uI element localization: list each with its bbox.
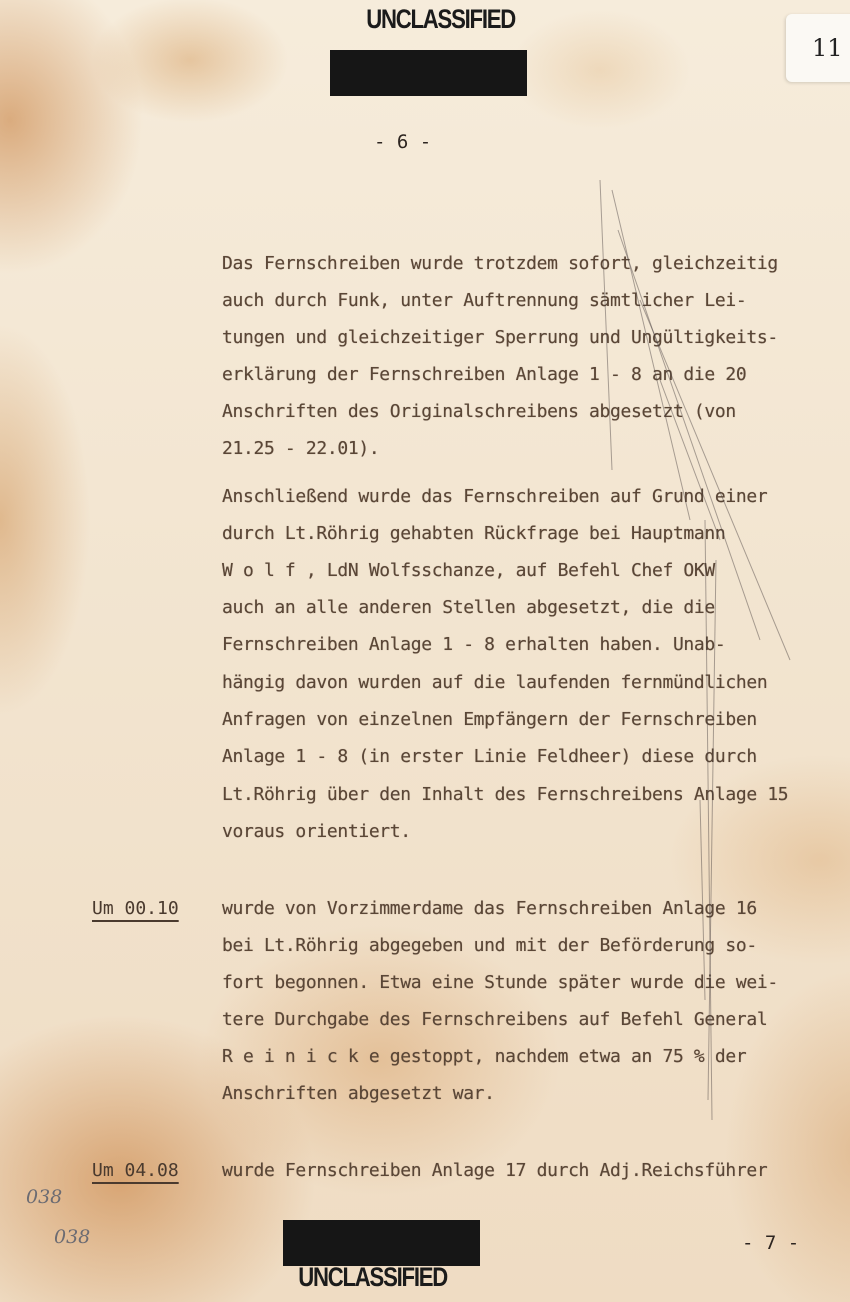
text-line: Fernschreiben Anlage 1 - 8 erhalten haben. Unab- bbox=[222, 634, 726, 655]
pencil-stroke bbox=[612, 190, 690, 520]
pencil-stroke bbox=[708, 560, 716, 1100]
text-line: wurde von Vorzimmerdame das Fernschreiben Anlage 16 bbox=[222, 898, 757, 919]
text-line: durch Lt.Röhrig gehabten Rückfrage bei Hauptmann bbox=[222, 523, 726, 544]
classification-header: UNCLASSIFIED bbox=[366, 4, 516, 34]
text-line: Anlage 1 - 8 (in erster Linie Feldheer) diese durch bbox=[222, 746, 757, 767]
text-line: Anschriften des Originalschreibens abgesetzt (von bbox=[222, 401, 736, 422]
text-line: Lt.Röhrig über den Inhalt des Fernschreibens Anlage 15 bbox=[222, 784, 789, 805]
handwritten-note-1: 038 bbox=[26, 1186, 63, 1208]
text-line: Anfragen von einzelnen Empfängern der Fernschreiben bbox=[222, 709, 757, 730]
text-line: erklärung der Fernschreiben Anlage 1 - 8 an die 20 bbox=[222, 364, 747, 385]
pencil-stroke bbox=[705, 520, 712, 1120]
text-line: Anschriften abgesetzt war. bbox=[222, 1083, 495, 1104]
classification-footer: UNCLASSIFIED bbox=[298, 1262, 448, 1292]
text-line: hängig davon wurden auf die laufenden fernmündlichen bbox=[222, 672, 768, 693]
pencil-stroke bbox=[700, 800, 705, 1000]
pencil-stroke bbox=[618, 230, 760, 640]
text-line: Anschließend wurde das Fernschreiben auf Grund einer bbox=[222, 486, 768, 507]
text-line: voraus orientiert. bbox=[222, 821, 411, 842]
text-line: fort begonnen. Etwa eine Stunde später wurde die wei- bbox=[222, 972, 778, 993]
page-number-top: - 6 - bbox=[374, 131, 432, 153]
page-number-bottom: - 7 - bbox=[742, 1232, 800, 1254]
pencil-stroke bbox=[660, 380, 720, 540]
text-line: tere Durchgabe des Fernschreibens auf Befehl General bbox=[222, 1009, 768, 1030]
text-line: R e i n i c k e gestoppt, nachdem etwa an 75 % der bbox=[222, 1046, 747, 1067]
text-line: Das Fernschreiben wurde trotzdem sofort, gleichzeitig bbox=[222, 253, 778, 274]
text-line: auch an alle anderen Stellen abgesetzt, die die bbox=[222, 597, 715, 618]
text-line: bei Lt.Röhrig abgegeben und mit der Beförderung so- bbox=[222, 935, 757, 956]
text-line: auch durch Funk, unter Auftrennung sämtlicher Lei- bbox=[222, 290, 747, 311]
timestamp-0408: Um 04.08 bbox=[92, 1160, 179, 1181]
text-line: 21.25 - 22.01). bbox=[222, 438, 380, 459]
text-line: W o l f , LdN Wolfsschanze, auf Befehl Chef OKW bbox=[222, 560, 715, 581]
handwritten-note-2: 038 bbox=[54, 1226, 91, 1248]
pencil-stroke bbox=[600, 180, 612, 470]
timestamp-0010: Um 00.10 bbox=[92, 898, 179, 919]
page-tab-number: 11 bbox=[812, 34, 843, 62]
text-line: wurde Fernschreiben Anlage 17 durch Adj.Reichsführer bbox=[222, 1160, 768, 1181]
text-line: tungen und gleichzeitiger Sperrung und Ungültigkeits- bbox=[222, 327, 778, 348]
